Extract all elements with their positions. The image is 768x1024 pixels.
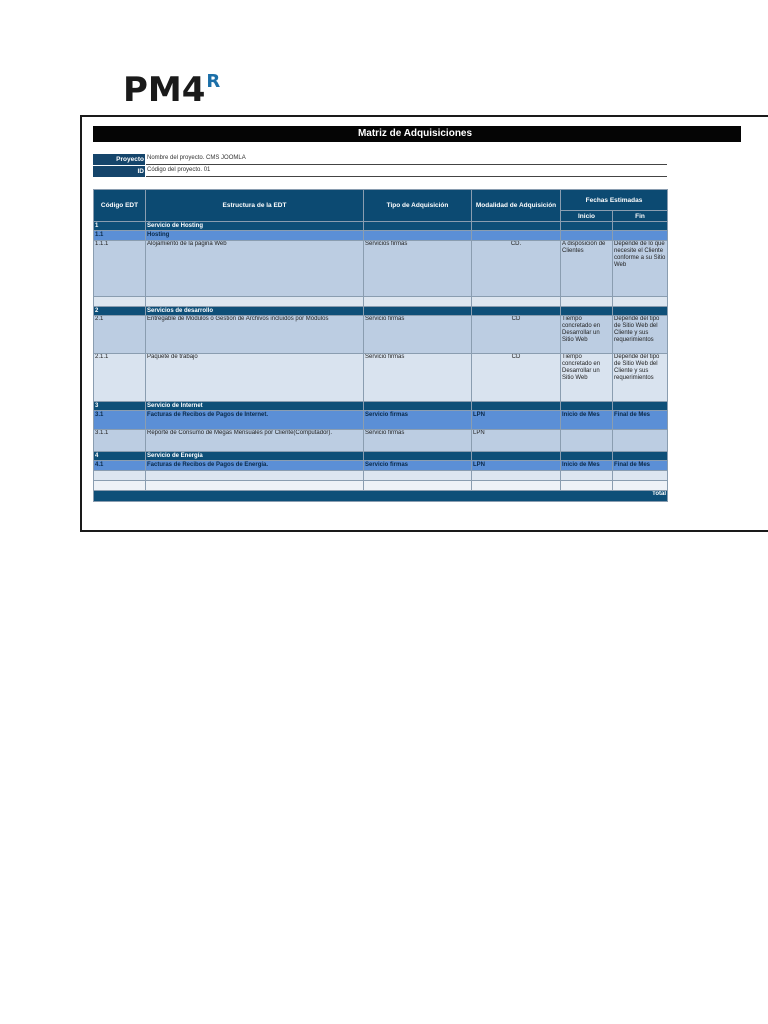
cell-fin[interactable] xyxy=(613,481,668,491)
cell-fin[interactable] xyxy=(613,231,668,241)
cell-name[interactable]: Alojamiento de la pagina Web xyxy=(146,241,364,297)
cell-name[interactable]: Facturas de Recibos de Pagos de Internet. xyxy=(146,411,364,430)
cell-code[interactable]: 4 xyxy=(94,452,146,461)
cell-tipo[interactable] xyxy=(364,222,472,231)
cell-modalidad[interactable] xyxy=(472,297,561,307)
cell-code[interactable]: 3 xyxy=(94,402,146,411)
cell-code[interactable]: 1 xyxy=(94,222,146,231)
cell-code[interactable]: 4.1 xyxy=(94,461,146,471)
cell-code[interactable] xyxy=(94,297,146,307)
cell-modalidad[interactable]: CD xyxy=(472,316,561,354)
matrix-title-bar xyxy=(93,126,741,142)
cell-fin[interactable] xyxy=(613,222,668,231)
cell-code[interactable] xyxy=(94,481,146,491)
project-label: Proyecto xyxy=(93,154,145,165)
cell-code[interactable] xyxy=(94,471,146,481)
cell-modalidad[interactable] xyxy=(472,222,561,231)
cell-modalidad[interactable] xyxy=(472,307,561,316)
cell-inicio[interactable]: Tiempo concretado en Desarrollar un Sitio Web xyxy=(561,316,613,354)
cell-modalidad[interactable]: LPN xyxy=(472,411,561,430)
cell-modalidad[interactable]: LPN xyxy=(472,461,561,471)
cell-inicio[interactable]: Inicio de Mes xyxy=(561,461,613,471)
table-row xyxy=(94,430,668,452)
cell-tipo[interactable] xyxy=(364,481,472,491)
cell-name[interactable]: Facturas de Recibos de Pagos de Energía. xyxy=(146,461,364,471)
cell-modalidad[interactable] xyxy=(472,402,561,411)
cell-code[interactable]: 3.1 xyxy=(94,411,146,430)
cell-tipo[interactable] xyxy=(364,297,472,307)
cell-fin[interactable]: Depende del tipo de Sitio Web del Cliente y sus requerimientos xyxy=(613,316,668,354)
cell-tipo[interactable]: Servicio firmas xyxy=(364,461,472,471)
id-value[interactable]: Código del proyecto. 01 xyxy=(146,166,667,177)
cell-inicio[interactable] xyxy=(561,430,613,452)
cell-code[interactable]: 3.1.1 xyxy=(94,430,146,452)
cell-code[interactable]: 1.1 xyxy=(94,231,146,241)
cell-code[interactable]: 2.1 xyxy=(94,316,146,354)
cell-inicio[interactable]: Inicio de Mes xyxy=(561,411,613,430)
cell-tipo[interactable] xyxy=(364,452,472,461)
cell-fin[interactable] xyxy=(613,297,668,307)
table-row xyxy=(94,241,668,297)
cell-modalidad[interactable] xyxy=(472,481,561,491)
cell-tipo[interactable] xyxy=(364,471,472,481)
pm4r-logo xyxy=(123,70,220,110)
cell-tipo[interactable]: Servicios firmas xyxy=(364,241,472,297)
cell-tipo[interactable] xyxy=(364,231,472,241)
header-fin: Fin xyxy=(613,211,668,222)
table-row xyxy=(94,231,668,241)
cell-fin[interactable] xyxy=(613,471,668,481)
cell-modalidad[interactable]: CD. xyxy=(472,241,561,297)
cell-inicio[interactable] xyxy=(561,481,613,491)
cell-name[interactable]: Entregable de Modulos o Gestion de Archivos incluidos por Módulos xyxy=(146,316,364,354)
cell-tipo[interactable]: Servicio firmas xyxy=(364,316,472,354)
cell-modalidad[interactable]: LPN xyxy=(472,430,561,452)
cell-fin[interactable] xyxy=(613,402,668,411)
header-tipo: Tipo de Adquisición xyxy=(364,190,472,222)
table-row xyxy=(94,402,668,411)
header-estructura: Estructura de la EDT xyxy=(146,190,364,222)
project-value[interactable]: Nombre del proyecto. CMS JOOMLA xyxy=(146,154,667,165)
cell-name[interactable]: Hosting xyxy=(146,231,364,241)
cell-tipo[interactable] xyxy=(364,402,472,411)
table-row xyxy=(94,307,668,316)
cell-code[interactable]: 2.1.1 xyxy=(94,354,146,402)
table-row xyxy=(94,354,668,402)
total-label: Total xyxy=(94,491,668,502)
header-codigo: Código EDT xyxy=(94,190,146,222)
cell-fin[interactable] xyxy=(613,452,668,461)
header-fechas: Fechas Estimadas xyxy=(561,190,668,211)
cell-fin[interactable]: Depende de lo que necesite el Cliente conforme a su Sitio Web xyxy=(613,241,668,297)
total-row xyxy=(94,491,668,502)
logo-text: PM4 xyxy=(123,70,206,110)
cell-name[interactable]: Reporte de Consumo de Megas Mensuales por Cliente(Computador). xyxy=(146,430,364,452)
table-row xyxy=(94,297,668,307)
cell-fin[interactable] xyxy=(613,430,668,452)
cell-tipo[interactable]: Servicio firmas xyxy=(364,430,472,452)
cell-tipo[interactable]: Servicio firmas xyxy=(364,411,472,430)
acquisitions-table xyxy=(93,189,668,502)
table-header-row xyxy=(94,190,668,211)
cell-inicio[interactable] xyxy=(561,452,613,461)
table-row xyxy=(94,481,668,491)
table-row xyxy=(94,471,668,481)
cell-inicio[interactable]: A disposicion de Clientes xyxy=(561,241,613,297)
cell-fin[interactable]: Final de Mes xyxy=(613,411,668,430)
cell-inicio[interactable] xyxy=(561,402,613,411)
cell-inicio[interactable] xyxy=(561,297,613,307)
cell-name[interactable]: Servicio de Hosting xyxy=(146,222,364,231)
cell-inicio[interactable] xyxy=(561,307,613,316)
table-row xyxy=(94,222,668,231)
cell-inicio[interactable] xyxy=(561,231,613,241)
cell-name[interactable] xyxy=(146,297,364,307)
cell-modalidad[interactable] xyxy=(472,231,561,241)
cell-fin[interactable] xyxy=(613,307,668,316)
matrix-title: Matriz de Adquisiciones xyxy=(357,128,473,139)
cell-fin[interactable]: Final de Mes xyxy=(613,461,668,471)
cell-name[interactable] xyxy=(146,481,364,491)
cell-name[interactable]: Servicio de Internet xyxy=(146,402,364,411)
cell-name[interactable] xyxy=(146,471,364,481)
header-inicio: Inicio xyxy=(561,211,613,222)
id-info-row xyxy=(93,166,667,177)
cell-name[interactable]: Paquete de trabajo xyxy=(146,354,364,402)
header-modalidad: Modalidad de Adquisición xyxy=(472,190,561,222)
cell-inicio[interactable] xyxy=(561,471,613,481)
cell-tipo[interactable] xyxy=(364,307,472,316)
cell-name[interactable]: Servicios de desarrollo xyxy=(146,307,364,316)
cell-inicio[interactable] xyxy=(561,222,613,231)
table-row xyxy=(94,316,668,354)
id-label: ID xyxy=(93,166,145,177)
cell-inicio[interactable]: Tiempo concretado en Desarrollar un Sitio Web xyxy=(561,354,613,402)
logo-superscript: R xyxy=(206,71,221,92)
cell-tipo[interactable]: Servicio firmas xyxy=(364,354,472,402)
table-row xyxy=(94,461,668,471)
cell-code[interactable]: 2 xyxy=(94,307,146,316)
cell-modalidad[interactable] xyxy=(472,471,561,481)
cell-name[interactable]: Servicio de Energía xyxy=(146,452,364,461)
table-row xyxy=(94,452,668,461)
project-info-row xyxy=(93,154,667,165)
cell-modalidad[interactable] xyxy=(472,452,561,461)
cell-code[interactable]: 1.1.1 xyxy=(94,241,146,297)
cell-fin[interactable]: Depende del tipo de Sitio Web del Cliente y sus requerimientos xyxy=(613,354,668,402)
table-row xyxy=(94,411,668,430)
cell-modalidad[interactable]: CD xyxy=(472,354,561,402)
